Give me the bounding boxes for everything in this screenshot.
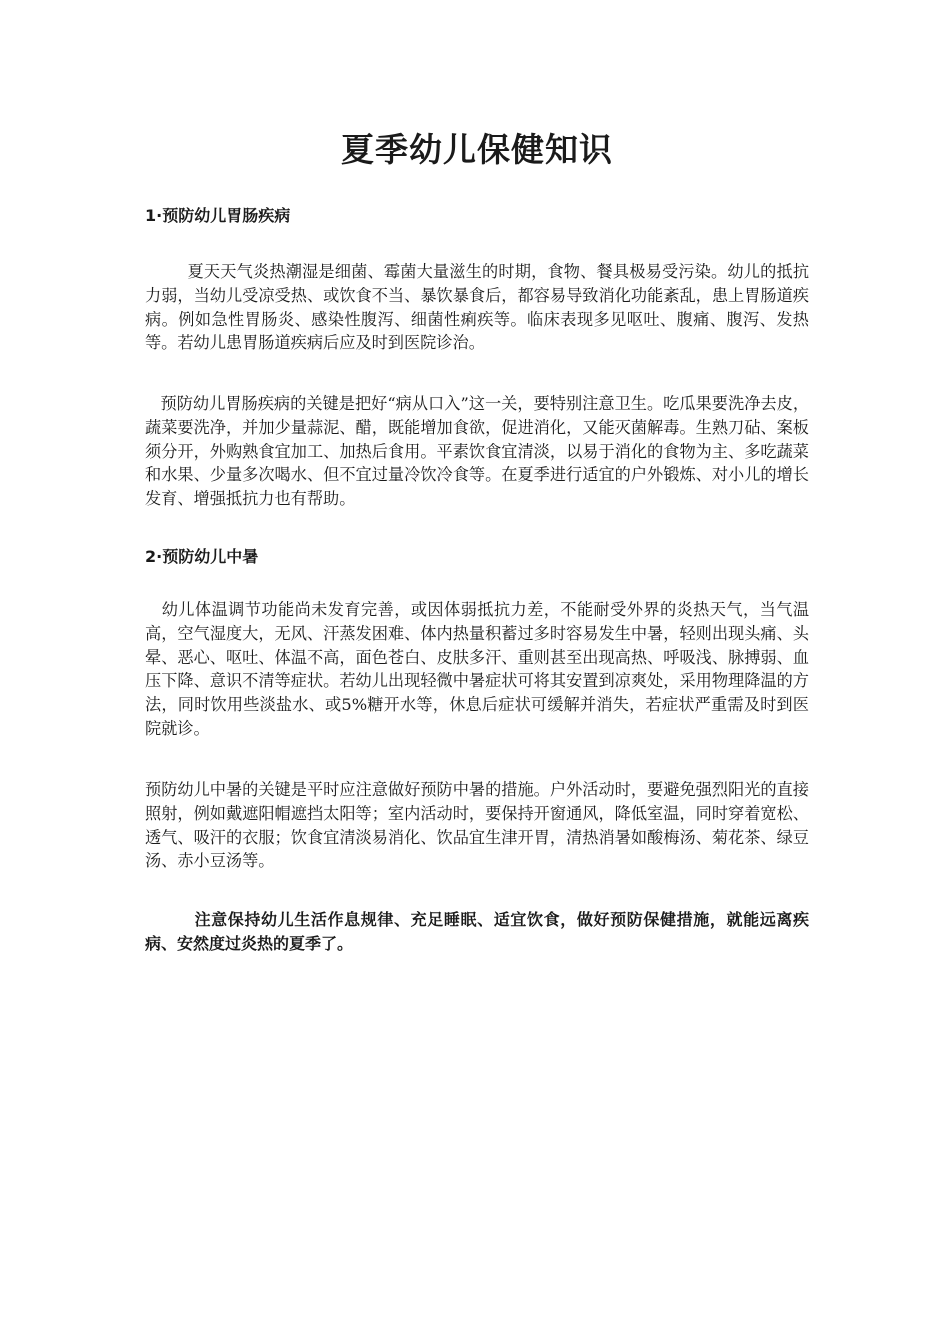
closing-paragraph: 注意保持幼儿生活作息规律、充足睡眠、适宜饮食，做好预防保健措施，就能远离疾病、安然度过炎热的夏季了。 xyxy=(145,910,809,953)
document-title: 夏季幼儿保健知识 xyxy=(341,130,613,169)
section-heading-1: 1·预防幼儿胃肠疾病 xyxy=(145,206,291,225)
paragraph-2-1: 幼儿体温调节功能尚未发育完善，或因体弱抵抗力差，不能耐受外界的炎热天气，当气温高，空气湿度大，无风、汗蒸发困难、体内热量积蓄过多时容易发生中暑，轻则出现头痛、头晕、恶心、呕吐、体温不高，面色苍白、皮肤多汗、重则甚至出现高热、呼吸浅、脉搏弱、血压下降、意识不清等症状。若幼儿出现轻微中暑症状可将其安置到凉爽处，采用物理降温的方法，同时饮用些淡盐水、或5%糖开水等，休息后症状可缓解并消失，若症状严重需及时到医院就诊。 xyxy=(145,600,810,738)
paragraph-1-1: 夏天天气炎热潮湿是细菌、霉菌大量滋生的时期，食物、餐具极易受污染。幼儿的抵抗力弱，当幼儿受凉受热、或饮食不当、暴饮暴食后，都容易导致消化功能紊乱，患上胃肠道疾病。例如急性胃肠炎、感染性腹泻、细菌性痢疾等。临床表现多见呕吐、腹痛、腹泻、发热等。若幼儿患胃肠道疾病后应及时到医院诊治。 xyxy=(145,262,810,353)
section-heading-2: 2·预防幼儿中暑 xyxy=(145,547,259,566)
paragraph-2-2: 预防幼儿中暑的关键是平时应注意做好预防中暑的措施。户外活动时，要避免强烈阳光的直接照射，例如戴遮阳帽遮挡太阳等；室内活动时，要保持开窗通风，降低室温，同时穿着宽松、透气、吸汗的衣服；饮食宜清淡易消化、饮品宜生津开胃，清热消暑如酸梅汤、菊花茶、绿豆汤、赤小豆汤等。 xyxy=(145,780,809,871)
paragraph-1-2: 预防幼儿胃肠疾病的关键是把好“病从口入”这一关，要特别注意卫生。吃瓜果要洗净去皮，蔬菜要洗净，并加少量蒜泥、醋，既能增加食欲，促进消化，又能灭菌解毒。生熟刀砧、案板须分开，外购熟食宜加工、加热后食用。平素饮食宜清淡，以易于消化的食物为主、多吃蔬菜和水果、少量多次喝水、但不宜过量冷饮冷食等。在夏季进行适宜的户外锻炼、对小儿的增长发育、增强抵抗力也有帮助。 xyxy=(145,394,810,509)
